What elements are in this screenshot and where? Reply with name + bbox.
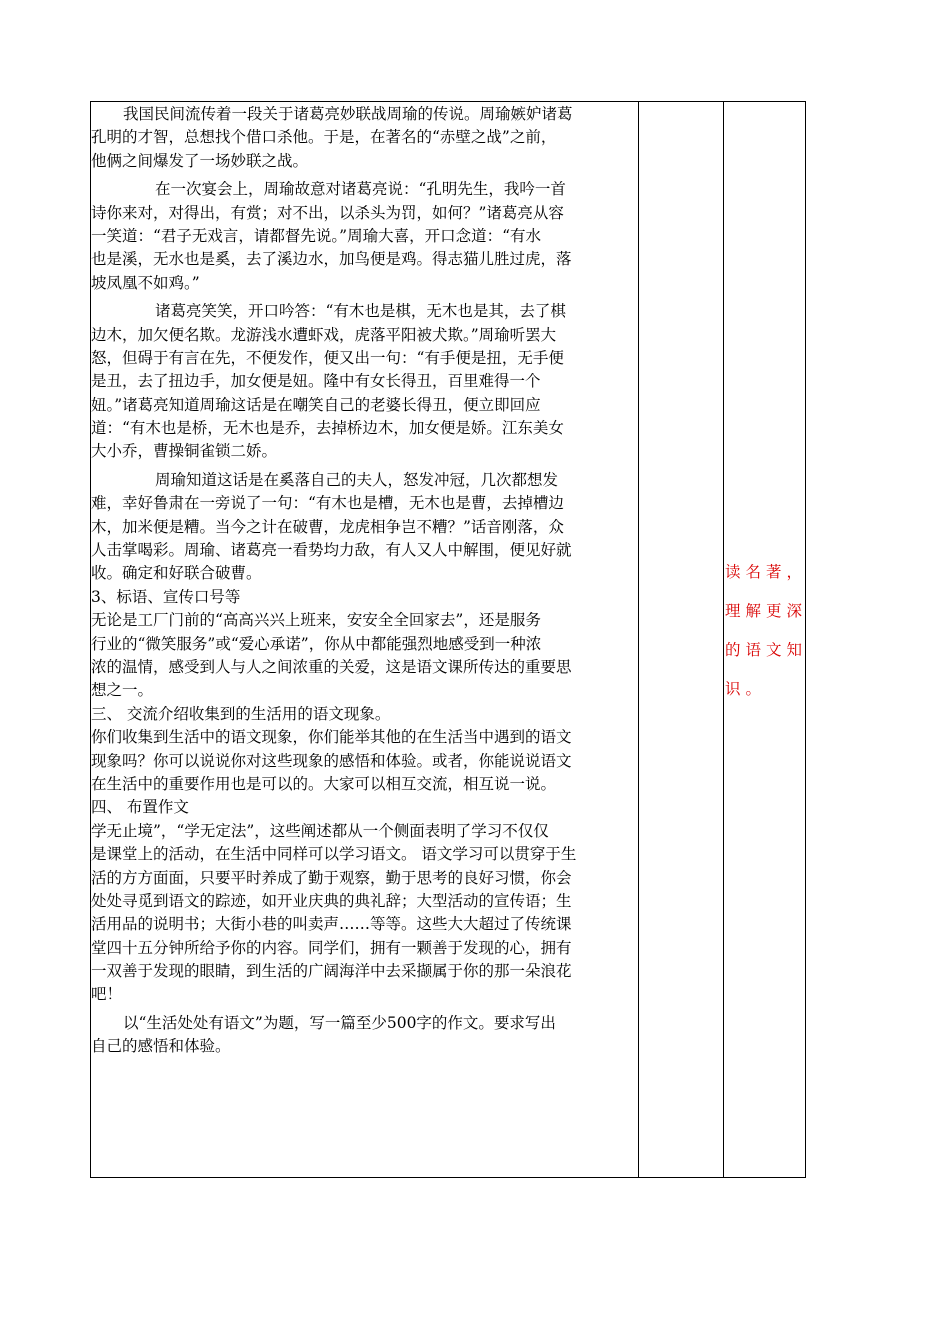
lesson-content-cell bbox=[91, 102, 631, 1059]
lesson-table bbox=[90, 101, 806, 1178]
paragraph bbox=[91, 586, 631, 1007]
side-note-line: 读名著， bbox=[725, 563, 808, 581]
text-line: 是丑，去了扭边手，加女便是妞。隆中有女长得丑，百里难得一个 bbox=[91, 372, 541, 391]
text-line: 堂四十五分钟所给予你的内容。同学们，拥有一颗善于发现的心，拥有 bbox=[91, 938, 572, 957]
text-line: 孔明的才智，总想找个借口杀他。于是，在著名的“赤壁之战”之前， bbox=[91, 128, 557, 147]
side-note-line: 识。 bbox=[725, 680, 767, 698]
text-line: 诸葛亮笑笑，开口吟答：“有木也是棋，无木也是其，去了棋 bbox=[155, 302, 566, 321]
paragraph bbox=[91, 178, 631, 295]
text-line: 在生活中的重要作用也是可以的。大家可以相互交流，相互说一说。 bbox=[91, 774, 557, 793]
text-line: 浓的温情，感受到人与人之间浓重的关爱，这是语文课所传达的重要思 bbox=[91, 657, 572, 676]
text-line: 我国民间流传着一段关于诸葛亮妙联战周瑜的传说。周瑜嫉妒诸葛 bbox=[123, 105, 573, 123]
text-line: 在一次宴会上，周瑜故意对诸葛亮说：“孔明先生，我吟一首 bbox=[155, 180, 566, 199]
column-divider bbox=[723, 102, 724, 1177]
side-note-line: 理解更深 bbox=[725, 602, 808, 620]
text-line: 木，加米便是糟。当今之计在破曹，龙虎相争岂不糟？”话音刚落，众 bbox=[91, 517, 564, 536]
text-line: 难，幸好鲁肃在一旁说了一句：“有木也是槽，无木也是曹，去掉槽边 bbox=[91, 494, 564, 513]
side-note-line: 的语文知 bbox=[725, 641, 808, 659]
text-line: 人击掌喝彩。周瑜、诸葛亮一看势均力敌，有人又人中解围，便见好就 bbox=[91, 541, 572, 560]
text-line: 现象吗？你可以说说你对这些现象的感悟和体验。或者，你能说说语文 bbox=[91, 751, 572, 770]
text-line: 3、标语、宣传口号等 bbox=[91, 587, 241, 606]
paragraph bbox=[91, 1012, 631, 1059]
text-line: 他俩之间爆发了一场妙联之战。 bbox=[91, 151, 309, 170]
text-line: 周瑜知道这话是在奚落自己的夫人，怒发冲冠，几次都想发 bbox=[155, 470, 559, 489]
column-divider bbox=[638, 102, 639, 1177]
text-line: 活用品的说明书；大街小巷的叫卖声……等等。这些大大超过了传统课 bbox=[91, 915, 572, 934]
paragraph bbox=[91, 103, 631, 173]
text-line: 学无止境”，“学无定法”，这些阐述都从一个侧面表明了学习不仅仅 bbox=[91, 821, 549, 840]
text-line: 怒，但碍于有言在先，不便发作，便又出一句：“有手便是扭，无手便 bbox=[91, 348, 564, 367]
text-line: 吧！ bbox=[91, 985, 123, 1004]
text-line: 处处寻觅到语文的踪迹，如开业庆典的典礼辞；大型活动的宣传语；生 bbox=[91, 891, 572, 910]
text-line: 收。确定和好联合破曹。 bbox=[91, 564, 262, 583]
text-line: 无论是工厂门前的“高高兴兴上班来，安安全全回家去”，还是服务 bbox=[91, 611, 541, 630]
text-line: 行业的“微笑服务”或“爱心承诺”，你从中都能强烈地感受到一种浓 bbox=[91, 634, 542, 653]
text-line: 一笑道：“君子无戏言，请都督先说。”周瑜大喜，开口念道：“有水 bbox=[91, 226, 542, 245]
text-line: 活的方方面面，只要平时养成了勤于观察，勤于思考的良好习惯，你会 bbox=[91, 868, 572, 887]
text-line: 诗你来对，对得出，有赏；对不出，以杀头为罚，如何？”诸葛亮从容 bbox=[91, 203, 564, 222]
text-line: 一双善于发现的眼睛，到生活的广阔海洋中去采撷属于你的那一朵浪花 bbox=[91, 962, 572, 981]
text-line: 是课堂上的活动，在生活中同样可以学习语文。 语文学习可以贯穿于生 bbox=[91, 845, 577, 864]
side-note-cell bbox=[725, 553, 807, 709]
text-line: 边木，加欠便名欺。龙游浅水遭虾戏，虎落平阳被犬欺。”周瑜听罢大 bbox=[91, 325, 557, 344]
text-line: 也是溪，无水也是奚，去了溪边水，加鸟便是鸡。得志猫儿胜过虎，落 bbox=[91, 250, 572, 269]
text-line: 四、 布置作文 bbox=[91, 798, 189, 817]
text-line: 以“生活处处有语文”为题，写一篇至少500字的作文。要求写出 bbox=[123, 1013, 556, 1032]
paragraph bbox=[91, 469, 631, 586]
text-line: 道：“有木也是桥，无木也是乔，去掉桥边木，加女便是娇。江东美女 bbox=[91, 419, 564, 438]
text-line: 想之一。 bbox=[91, 681, 154, 700]
text-line: 你们收集到生活中的语文现象，你们能举其他的在生活当中遇到的语文 bbox=[91, 728, 572, 747]
paragraph bbox=[91, 300, 631, 464]
text-line: 坡凤凰不如鸡。” bbox=[91, 273, 200, 292]
text-line: 大小乔，曹操铜雀锁二娇。 bbox=[91, 442, 278, 461]
text-line: 自己的感悟和体验。 bbox=[91, 1037, 231, 1056]
text-line: 妞。”诸葛亮知道周瑜这话是在嘲笑自己的老婆长得丑，便立即回应 bbox=[91, 395, 541, 414]
text-line: 三、 交流介绍收集到的生活用的语文现象。 bbox=[91, 704, 391, 723]
